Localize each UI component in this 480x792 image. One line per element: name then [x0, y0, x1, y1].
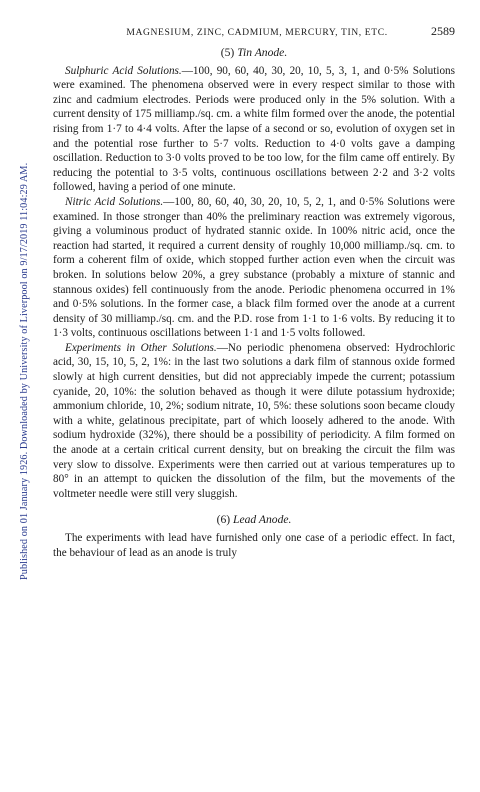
running-header: [53, 24, 455, 44]
section-number: (5): [220, 46, 235, 59]
paragraph-sulphuric-acid: [53, 64, 455, 195]
paragraph-nitric-acid: [53, 195, 455, 341]
section-title: Lead Anode.: [233, 513, 292, 527]
paragraph-lead: Sulphuric Acid Solutions.: [65, 64, 182, 77]
section-tin-anode: [53, 46, 455, 501]
section-title: Tin Anode.: [237, 46, 288, 59]
paragraph-lead: Experiments in Other Solutions.: [65, 341, 217, 354]
section-number: (6): [216, 513, 231, 527]
paragraph-text: The experiments with lead have furnished only one case of a periodic effect. In fact, the behaviour of lead as an anode is truly: [53, 532, 455, 559]
paragraph-text: —100, 80, 60, 40, 30, 20, 10, 5, 2, 1, and 0·5% Solutions were examined. In those stronger than 40% the preliminary reaction was extremely vigorous, giving a voluminous product of hydrated stannic oxide. In 100% nitric acid, once the reaction had started, it required a current density of roughly 10,000 milliamp./sq. cm. to form a coherent film of oxide, which stopped further action even when the circuit was broken. In solutions below 20%, a grey substance (probably a mixture of stannic and stannous oxides) fell continuously from the anode. Periodic phenomena occurred in 1% and 0·5% solutions. In the former case, a black film formed over the anode at a current density of 30 milliamp./sq. cm. and the P.D. rose from 1·1 to 1·6 volts. By reducing it to 1·3 volts, continuous oscillations between 1·1 and 1·5 volts followed.: [53, 195, 455, 340]
running-title: MAGNESIUM, ZINC, CADMIUM, MERCURY, TIN, ETC.: [126, 27, 388, 38]
section-lead-anode: [53, 513, 455, 560]
publication-stamp: [8, 60, 30, 580]
section-heading: [53, 46, 455, 61]
page-body: [53, 24, 455, 560]
section-heading: [53, 513, 455, 528]
paragraph-other-solutions: [53, 341, 455, 502]
paragraph-lead-anode: [53, 531, 455, 560]
paragraph-text: —100, 90, 60, 40, 30, 20, 10, 5, 3, 1, and 0·5% Solutions were examined. The phenomena observed were in every respect similar to those with zinc and cadmium electrodes. Periods were produced only in the 5% solution. With a current density of 175 milliamp./sq. cm. a white film formed over the anode, the potential rising from 1·7 to 4·4 volts. After the lapse of a second or so, evolution of oxygen set in and the potential rose further to 5·7 volts. Reduction to 4·0 volts gave a damping oscillation. Reduction to 3·0 volts proved to be too low, for the film came off entirely. By reducing the potential to 3·5 volts, continuous oscillations between 2·2 and 3·2 volts followed, having a period of one minute.: [53, 64, 455, 194]
paragraph-text: —No periodic phenomena observed: Hydrochloric acid, 30, 15, 10, 5, 2, 1%: in the last two solutions a dark film of stannous oxide formed slowly at high current densities, but did not appreciably impede the current; potassium cyanide, 20, 10%: the solution behaved as though it were dilute potassium hydroxide; ammonium chloride, 10, 2%; sodium nitrate, 10, 5%: these solutions soon became cloudy with a white, gelatinous precipitate, part of which loosely adhered to the anode. With sodium hydroxide (32%), there should be a possibility of periodicity. A film formed on the anode at a certain critical current density, but on breaking the circuit the film was very slow to dissolve. Experiments were then carried out at various temperatures up to 80° in an attempt to quicken the dissolution of the film, but the movements of the voltmeter needle were still very sluggish.: [53, 341, 455, 500]
page-number: 2589: [431, 24, 455, 38]
publication-stamp-text: Published on 01 January 1926. Downloaded by University of Liverpool on 9/17/2019 11:04:29 AM.: [19, 162, 30, 580]
paragraph-lead: Nitric Acid Solutions.: [65, 195, 164, 208]
